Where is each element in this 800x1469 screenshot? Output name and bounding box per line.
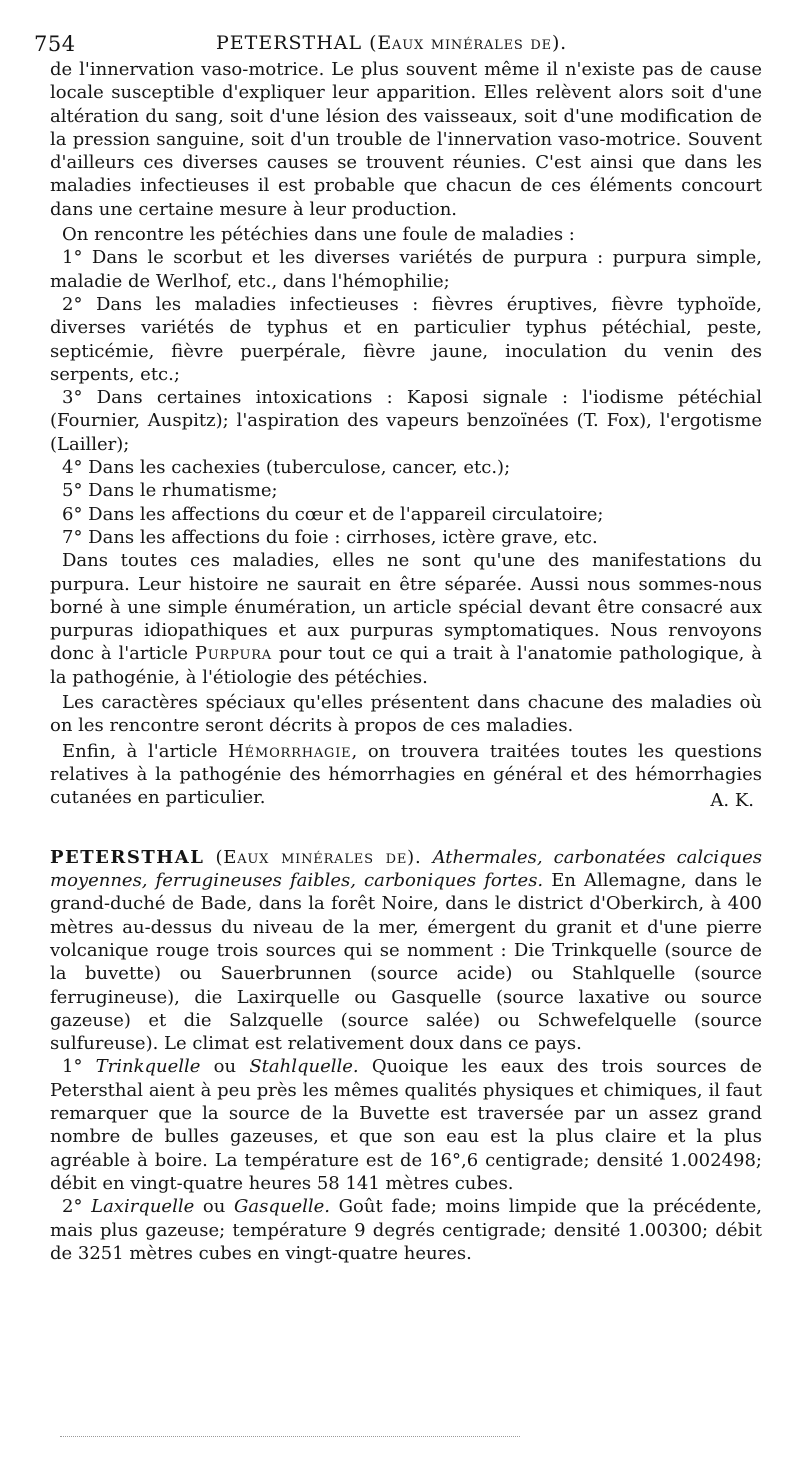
entry-subhead: (Eaux minérales de). (215, 846, 422, 868)
page-number: 754 (34, 32, 76, 56)
text-run: , on trouvera traitées toutes les questions relatives à la pathogénie des hémorrhagies en général et des hémorrhagies cutanées en particulier. (50, 740, 762, 809)
list-item: 3° Dans certaines intoxications : Kaposi signale : l'iodisme pétéchial (Fournier, Auspitz); l'aspiration des vapeurs benzoïnées (T. Fox), l'ergotisme (Lailler); (50, 387, 762, 455)
author-signature: A. K. (710, 789, 754, 811)
text-run: pour tout ce qui a trait à l'anatomie pathologique, à la pathogénie, à l'étiologie des pétéchies. (50, 643, 762, 688)
entry-description: En Allemagne, dans le grand-duché de Bade, dans la forêt Noire, dans le district d'Oberkirch, à 400 mètres au-dessus du niveau de la mer, émergent du granit et d'une pierre volcanique rouge trois sources qui se nomment : Die Trinkquelle (source de la buvette) ou Sauerbrunnen (source acide) ou Stahlquelle (source ferrugineuse), die Laxirquelle ou Gasquelle (source laxative ou source gazeuse) et die Salzquelle (source salée) ou Schwefelquelle (source sulfureuse). Le climat est relativement doux dans ce pays. (50, 870, 762, 1055)
source-paragraph (50, 1055, 762, 1195)
text-run: Enfin, à l'article (62, 740, 218, 762)
running-title (216, 32, 567, 54)
source-text: Quoique les eaux des trois sources de Petersthal aient à peu près les mêmes qualités physiques et chimiques, il faut remarquer que la source de la Buvette est traversée par un assez grand nombre de bulles gazeuses, et que son eau est la plus claire et la plus agréable à boire. La température est de 16°,6 centigrade; densité 1.002498; débit en vingt-quatre heures 58 141 mètres cubes. (50, 1056, 762, 1194)
paragraph: de l'innervation vaso-motrice. Le plus souvent même il n'existe pas de cause locale susceptible d'expliquer leur apparition. Elles relèvent alors soit d'une altération du sang, soit d'une lésion des vaisseaux, soit d'une modification de la pression sanguine, soit d'un trouble de l'innervation vaso-motrice. Souvent d'ailleurs ces diverses causes se trouvent réunies. C'est ainsi que dans les maladies infectieuses il est probable que chacun de ces éléments concourt dans une certaine mesure à leur production. (50, 59, 762, 220)
page-header (34, 32, 760, 60)
running-title-sub: (Eaux minérales de). (369, 32, 567, 54)
source-name: Laxirquelle (91, 1196, 195, 1218)
list-item: 2° Dans les maladies infectieuses : fièvres éruptives, fièvre typhoïde, diverses variétés de typhus et en particulier typhus pétéchial, peste, septicémie, fièvre puerpérale, fièvre jaune, inoculation du venin des serpents, etc.; (50, 293, 762, 385)
source-name-alt: Stahlquelle. (249, 1056, 359, 1078)
source-conj: ou (213, 1056, 237, 1078)
list-item: 6° Dans les affections du cœur et de l'appareil circulatoire; (62, 503, 604, 525)
cross-reference: Hémorrhagie (228, 740, 352, 762)
text-run: Dans toutes ces maladies, elles ne sont qu'une des manifestations du purpura. Leur histoire ne saurait en être séparée. Aussi nous sommes-nous borné à une simple énumération, un article spécial devant être consacré aux purpuras idiopathiques et aux purpuras symptomatiques. Nous renvoyons donc à l'article (50, 550, 762, 665)
list-item: 5° Dans le rhumatisme; (62, 480, 278, 502)
source-conj: ou (202, 1196, 226, 1218)
source-text: Goût fade; moins limpide que la précédente, mais plus gazeuse; température 9 degrés centigrade; densité 1.00300; débit de 3251 mètres cubes en vingt-quatre heures. (50, 1196, 762, 1264)
entry-intro (50, 846, 762, 1056)
source-number: 1° (62, 1056, 83, 1078)
footer-rule (60, 1436, 520, 1437)
text-body (50, 58, 762, 1265)
entry-classification: Athermales, carbonatées calciques moyennes, ferrugineuses faibles, carboniques fortes. (50, 846, 762, 892)
paragraph: Les caractères spéciaux qu'elles présentent dans chacune des maladies où on les rencontre seront décrits à propos de ces maladies. (50, 692, 762, 737)
paragraph (50, 549, 762, 689)
running-title-main: PETERSTHAL (216, 32, 363, 54)
paragraph: On rencontre les pétéchies dans une foule de maladies : (62, 224, 575, 246)
source-name-alt: Gasquelle. (234, 1196, 331, 1218)
cross-reference: Purpura (194, 643, 272, 665)
list-item: 4° Dans les cachexies (tuberculose, cancer, etc.); (62, 457, 511, 479)
list-item: 7° Dans les affections du foie : cirrhoses, ictère grave, etc. (62, 526, 598, 548)
entry-headword: PETERSTHAL (50, 846, 205, 868)
source-paragraph (50, 1195, 762, 1265)
source-name: Trinkquelle (95, 1056, 201, 1078)
source-number: 2° (62, 1196, 83, 1218)
list-item: 1° Dans le scorbut et les diverses variétés de purpura : purpura simple, maladie de Werlhof, etc., dans l'hémophilie; (50, 247, 762, 292)
